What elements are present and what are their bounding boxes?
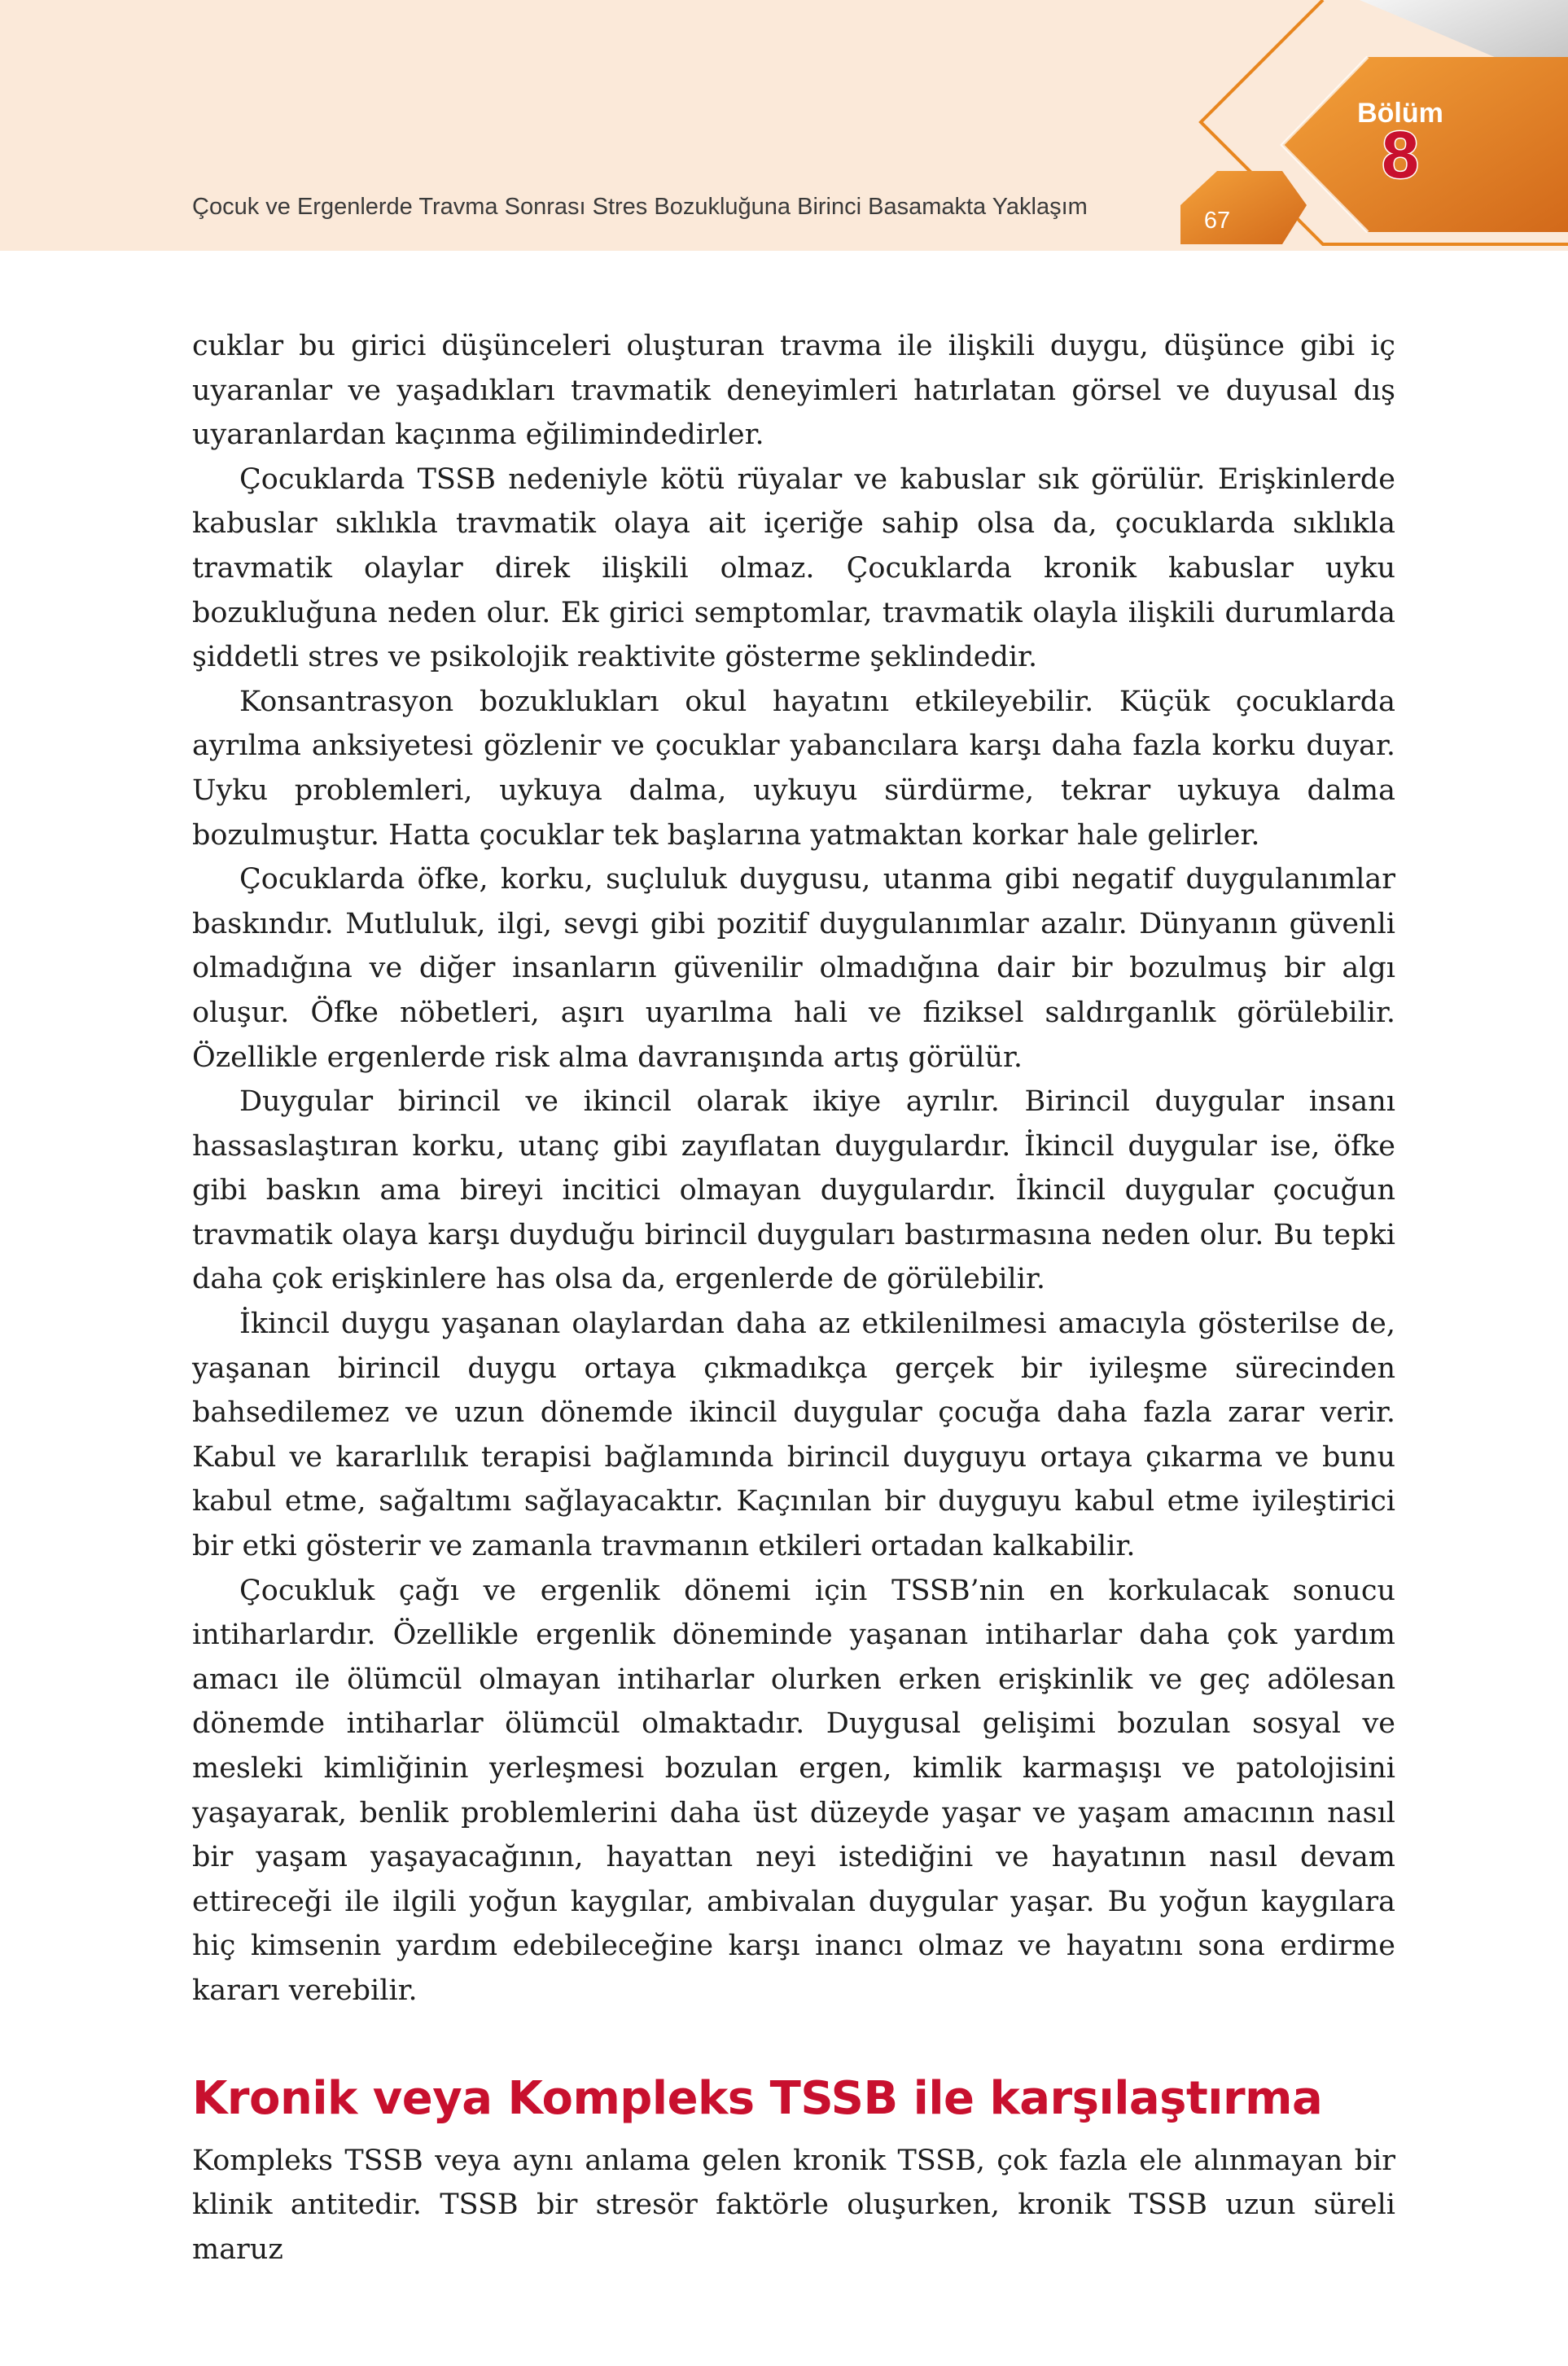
- body-paragraph: İkincil duygu yaşanan olaylardan daha az etkilenilmesi amacıyla gösterilse de, yaşanan birincil duygu ortaya çıkmadıkça gerçek bir iyileşme sürecinden bahsedilemez ve uzun dönemde ikincil duygular çocuğa daha fazla zarar verir. Kabul ve kararlılık terapisi bağlamında birincil duyguyu ortaya çıkarma ve bunu kabul etme, sağaltımı sağlayacaktır. Kaçınılan bir duyguyu kabul etme iyileştirici bir etki gösterir ve zamanla travmanın etkileri ortadan kalkabilir.: [192, 1308, 1395, 1563]
- section-heading: Kronik veya Kompleks TSSB ile karşılaştırma: [192, 2071, 1323, 2125]
- body-paragraph: Konsantrasyon bozuklukları okul hayatını etkileyebilir. Küçük çocuklarda ayrılma anksiyetesi gözlenir ve çocuklar yabancılara karşı daha fazla korku duyar. Uyku problemleri, uykuya dalma, uykuyu sürdürme, tekrar uykuya dalma bozulmuştur. Hatta çocuklar tek başlarına yatmaktan korkar hale gelirler.: [192, 685, 1395, 852]
- page-number: 67: [1203, 208, 1231, 234]
- body-paragraph: Çocuklarda TSSB nedeniyle kötü rüyalar ve kabuslar sık görülür. Erişkinlerde kabuslar sıklıkla travmatik olaya ait içeriğe sahip olsa da, çocuklarda sıklıkla travmatik olaylar direk ilişkili olmaz. Çocuklarda kronik kabuslar uyku bozukluğuna neden olur. Ek girici semptomlar, travmatik olayla ilişkili durumlarda şiddetli stres ve psikolojik reaktivite gösterme şeklindedir.: [192, 462, 1395, 674]
- chapter-number: 8: [1382, 118, 1419, 192]
- running-title: Çocuk ve Ergenlerde Travma Sonrası Stres Bozukluğuna Birinci Basamakta Yaklaşım: [192, 194, 1088, 220]
- main-content: [192, 324, 1395, 2272]
- body-paragraph: cuklar bu girici düşünceleri oluşturan travma ile ilişkili duygu, düşünce gibi iç uyaranlar ve yaşadıkları travmatik deneyimleri hatırlatan görsel ve duyusal dış uyaranlardan kaçınma eğilimindedirler.: [192, 330, 1395, 452]
- chapter-label: Bölüm: [1357, 98, 1443, 129]
- body-paragraph: Çocuklarda öfke, korku, suçluluk duygusu, utanma gibi negatif duygulanımlar baskındır. Mutluluk, ilgi, sevgi gibi pozitif duygulanımlar azalır. Dünyanın güvenli olmadığına ve diğer insanların güvenilir olmadığına dair bir bozulmuş bir algı oluşur. Öfke nöbetleri, aşırı uyarılma hali ve fiziksel saldırganlık görülebilir. Özellikle ergenlerde risk alma davranışında artış görülür.: [192, 863, 1395, 1074]
- body-paragraph: Duygular birincil ve ikincil olarak ikiye ayrılır. Birincil duygular insanı hassaslaştıran korku, utanç gibi zayıflatan duygulardır. İkincil duygular ise, öfke gibi baskın ama bireyi incitici olmayan duygulardır. İkincil duygular çocuğun travmatik olaya karşı duyduğu birincil duyguları bastırmasına neden olur. Bu tepki daha çok erişkinlere has olsa da, ergenlerde de görülebilir.: [192, 1085, 1395, 1296]
- body-paragraph: Çocukluk çağı ve ergenlik dönemi için TSSB’nin en korkulacak sonucu intiharlardır. Özellikle ergenlik döneminde yaşanan intiharlar daha çok yardım amacı ile ölümcül olmayan intiharlar olurken erken erişkinlik ve geç adölesan dönemde intiharlar ölümcül olmaktadır. Duygusal gelişimi bozulan sosyal ve mesleki kimliğinin yerleşmesi bozulan ergen, kimlik karmaşışı ve patolojisini yaşayarak, benlik problemlerini daha üst düzeyde yaşar ve yaşam amacının nasıl bir yaşam yaşayacağının, hayattan neyi istediğini ve hayatının nasıl devam ettireceği ile ilgili yoğun kaygılar, ambivalan duygular yaşar. Bu yoğun kaygılara hiç kimsenin yardım edebileceğine karşı inancı olmaz ve hayatını sona erdirme kararı verebilir.: [192, 1574, 1395, 2007]
- section-paragraph: Kompleks TSSB veya aynı anlama gelen kronik TSSB, çok fazla ele alınmayan bir klinik antitedir. TSSB bir stresör faktörle oluşurken, kronik TSSB uzun süreli maruz: [192, 2144, 1395, 2266]
